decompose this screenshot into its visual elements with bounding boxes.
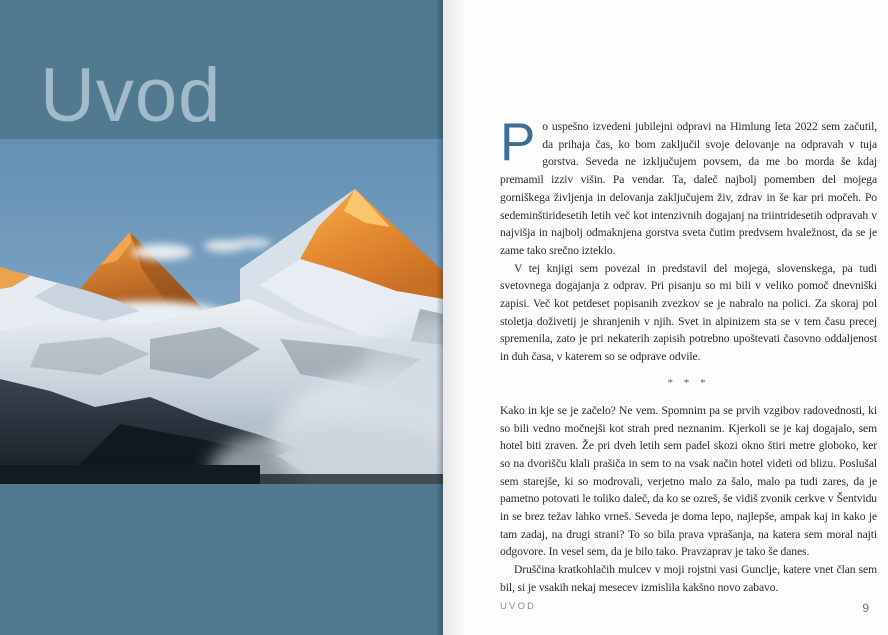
body-text-column <box>500 113 877 597</box>
left-page <box>0 0 443 635</box>
footer-chapter-label: UVOD <box>500 601 537 612</box>
chapter-title: Uvod <box>40 53 222 138</box>
drop-cap: P <box>500 113 536 172</box>
mountain-photo <box>0 139 443 484</box>
page-number: 9 <box>862 601 869 615</box>
paragraph: Kako in kje se je začelo? Ne vem. Spomnim pa se prvih vzgibov radovednosti, ki so bili vedno močnejši kot strah pred neznanim. Kjerkoli se je kaj dogajalo, sem hotel biti zraven. Že pri dveh letih sem padel skozi okno štiri metre globoko, ker so na dvorišču klali prašiča in sem to na vsak način hotel videti od blizu. Poslušal sem starejše, ki so modrovali, verjetno malo za šalo, malo pa tudi zares, da je pametno potovati le toliko daleč, da ko se ozreš, še vidiš zvonik cerkve v Šentvidu in se brez težav lahko vrneš. Seveda je doma lepo, najlepše, ampak kaj in kako je tam zadaj, na drugi strani? To so bila prava vprašanja, na katera sem moral najti odgovore. In vesel sem, da je bilo tako. Pravzaprav je tako še danes. <box>500 403 877 559</box>
section-break-asterisks: * * * <box>667 376 710 389</box>
paragraph-opening-text: o uspešno izvedeni jubilejni odpravi na Himlung leta 2022 sem začutil, da prihaja čas, ko bom zaključil svoje delovanje na odpravah v tuja gorstva. Seveda ne izključujem povsem, da me bo morda še kdaj premamil izziv višin. Pa vendar. Ta, daleč najbolj pomemben del mojega gorniškega življenja in delovanja zaključujem živ, zdrav in še kar pri močeh. Po sedeminštiridesetih letih več kot intenzivnih dogajanj na triintridesetih odpravah v najvišja in najbolj odmaknjena gorstva sveta čutim predvsem hvaležnost, da se je zame tako srečno izteklo. <box>500 120 877 257</box>
paragraph: V tej knjigi sem povezal in predstavil del mojega, slovenskega, pa tudi svetovnega dogajanja z odprav. Pri pisanju so mi bili v veliko pomoč dnevniški zapisi. Več kot petdeset popisanih zvezkov se je nabralo na polici. Za skoraj pol stoletja doživetij je shranjenih v njih. Svet in alpinizem sta se v tem času precej spremenila, zato je pri nekaterih zapisih potrebno upoštevati časovno oddaljenost in duh časa, v katerem so se odprave odvile. <box>500 261 877 364</box>
paragraph: Druščina kratkohlačih mulcev v moji rojstni vasi Gunclje, katere vnet član sem bil, si je vsakih nekaj mesecev izmislila kakšno novo zabavo. <box>500 563 877 594</box>
page-footer <box>500 601 877 617</box>
paragraph-opening <box>500 113 877 260</box>
right-page <box>443 0 888 635</box>
